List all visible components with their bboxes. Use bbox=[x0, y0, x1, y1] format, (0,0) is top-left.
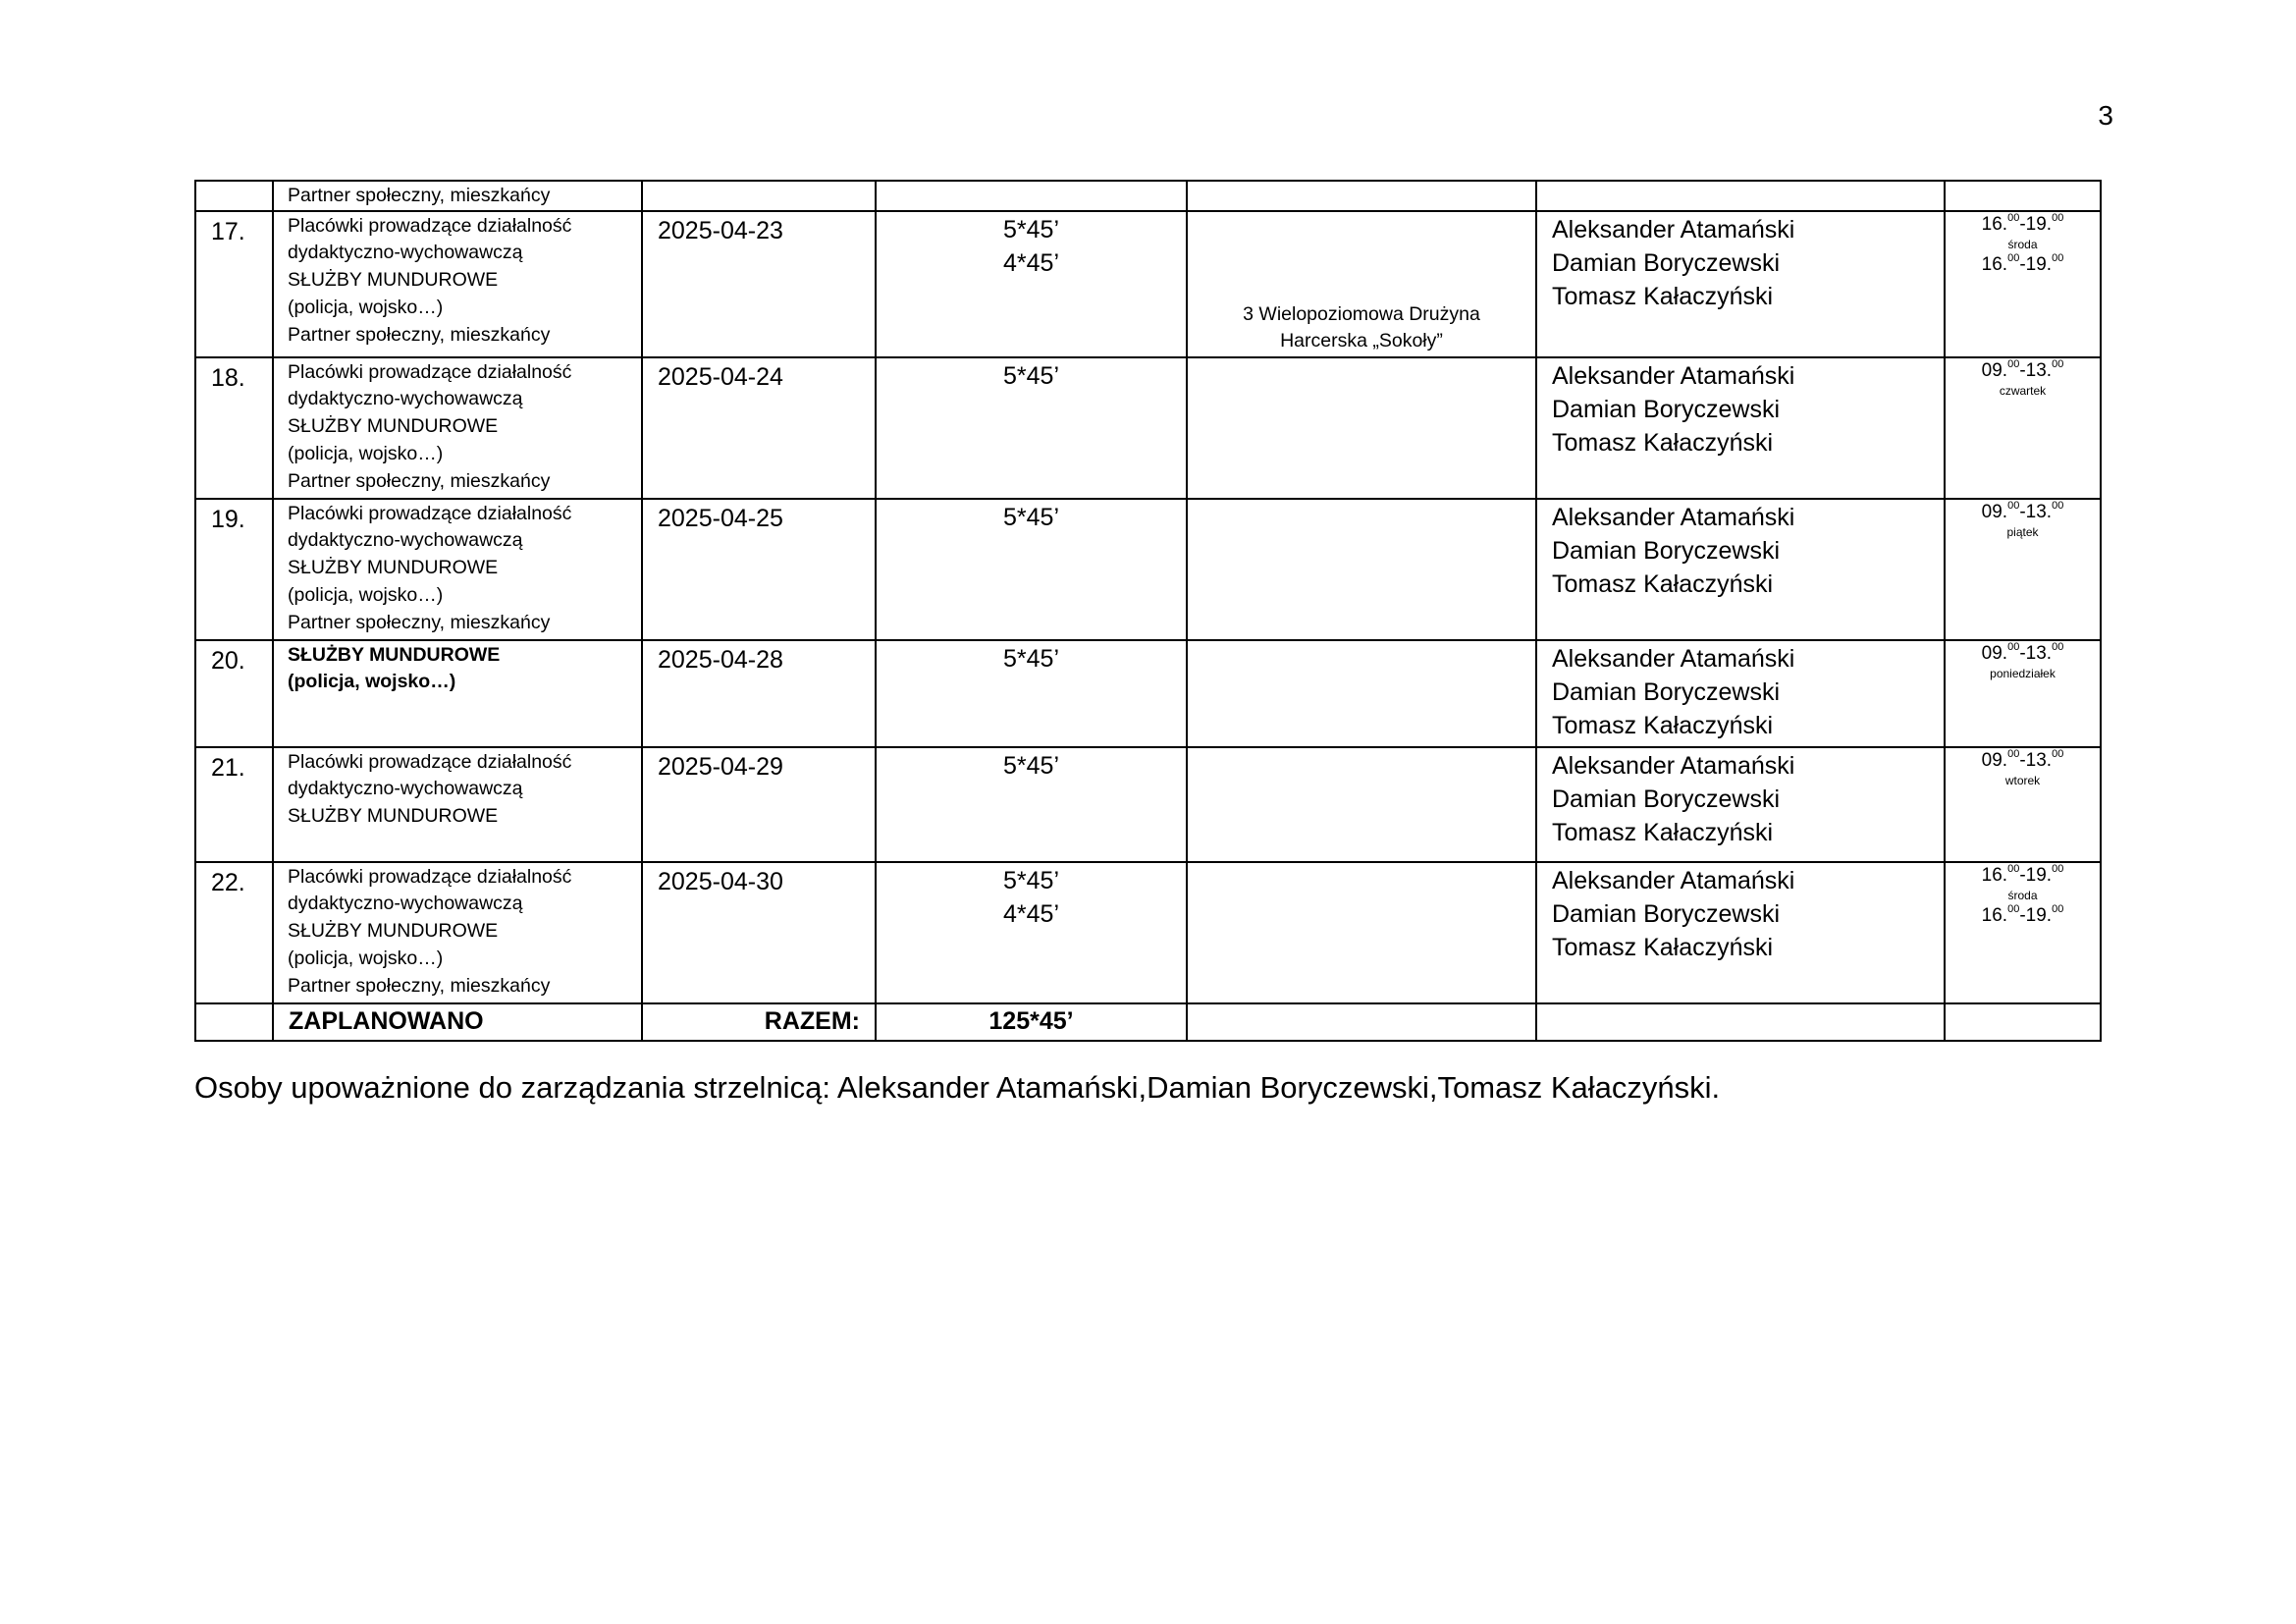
category-line: SŁUŻBY MUNDUROWE bbox=[288, 415, 499, 438]
cell-people bbox=[1536, 357, 1945, 499]
cell-date: 2025-04-29 bbox=[642, 747, 876, 862]
cell-people bbox=[1536, 862, 1945, 1003]
table-row bbox=[195, 499, 2101, 640]
category-line: Placówki prowadzące działalność bbox=[288, 750, 572, 773]
cell-organizer bbox=[1187, 499, 1536, 640]
category-line: Partner społeczny, mieszkańcy bbox=[288, 611, 551, 633]
row-number: 18. bbox=[195, 357, 273, 499]
category-line: dydaktyczno-wychowawczą bbox=[288, 778, 523, 800]
cell-category bbox=[273, 211, 642, 357]
category-line: Partner społeczny, mieszkańcy bbox=[288, 974, 551, 997]
category-line: Placówki prowadzące działalność bbox=[288, 214, 572, 237]
person-name: Aleksander Atamański bbox=[1552, 751, 1795, 780]
time-separator: - bbox=[2019, 359, 2026, 381]
cell-category bbox=[273, 499, 642, 640]
time-end-minutes: 00 bbox=[2052, 251, 2064, 264]
time-end-hour: 19. bbox=[2025, 904, 2053, 926]
table-row bbox=[195, 747, 2101, 862]
time-separator: - bbox=[2019, 904, 2026, 926]
category-line: dydaktyczno-wychowawczą bbox=[288, 529, 523, 552]
hours-value: 4*45’ bbox=[1003, 899, 1059, 928]
cell-category bbox=[273, 862, 642, 1003]
cell-hours bbox=[876, 640, 1187, 747]
time-start-minutes: 00 bbox=[2007, 862, 2020, 875]
cell-time bbox=[1945, 640, 2101, 747]
cell-category bbox=[273, 747, 642, 862]
table-row bbox=[195, 862, 2101, 1003]
time-start-hour: 16. bbox=[1981, 213, 2008, 235]
time-end-hour: 13. bbox=[2025, 749, 2053, 771]
person-name: Damian Boryczewski bbox=[1552, 785, 1781, 813]
cell-date: 2025-04-24 bbox=[642, 357, 876, 499]
cell-organizer bbox=[1187, 640, 1536, 747]
time-start-minutes: 00 bbox=[2007, 211, 2020, 224]
cell-organizer bbox=[1187, 1003, 1536, 1041]
cell-hours bbox=[876, 357, 1187, 499]
time-end-minutes: 00 bbox=[2052, 357, 2064, 370]
person-name: Damian Boryczewski bbox=[1552, 678, 1781, 706]
weekday-label: czwartek bbox=[1999, 383, 2047, 398]
time-end-minutes: 00 bbox=[2052, 499, 2064, 512]
time-end-hour: 13. bbox=[2025, 359, 2053, 381]
category-line: (policja, wojsko…) bbox=[288, 583, 444, 606]
table-row bbox=[195, 357, 2101, 499]
cell-people bbox=[1536, 747, 1945, 862]
category-line: Placówki prowadzące działalność bbox=[288, 360, 572, 383]
category-line: Partner społeczny, mieszkańcy bbox=[288, 469, 551, 492]
cell-time bbox=[1945, 211, 2101, 357]
person-name: Damian Boryczewski bbox=[1552, 537, 1781, 565]
cell-hours bbox=[876, 862, 1187, 1003]
cell-date bbox=[642, 181, 876, 211]
person-name: Tomasz Kałaczyński bbox=[1552, 934, 1774, 962]
cell-category bbox=[273, 357, 642, 499]
time-end-hour: 13. bbox=[2025, 501, 2053, 522]
category-line: (policja, wojsko…) bbox=[288, 442, 444, 464]
category-line: dydaktyczno-wychowawczą bbox=[288, 242, 523, 264]
total-razem-label: RAZEM: bbox=[642, 1003, 876, 1041]
cell-time bbox=[1945, 747, 2101, 862]
time-range bbox=[1946, 501, 2100, 524]
time-range bbox=[1946, 253, 2100, 277]
category-line: Placówki prowadzące działalność bbox=[288, 865, 572, 888]
organizer-line: Harcerska „Sokoły” bbox=[1280, 330, 1443, 352]
time-separator: - bbox=[2019, 253, 2026, 275]
time-range bbox=[1946, 642, 2100, 666]
category-line: (policja, wojsko…) bbox=[288, 947, 444, 969]
continuation-row bbox=[195, 181, 2101, 211]
category-line: Placówki prowadzące działalność bbox=[288, 502, 572, 524]
time-end-minutes: 00 bbox=[2052, 902, 2064, 915]
time-start-hour: 09. bbox=[1981, 359, 2008, 381]
cell-people bbox=[1536, 211, 1945, 357]
person-name: Tomasz Kałaczyński bbox=[1552, 712, 1774, 740]
person-name: Aleksander Atamański bbox=[1552, 361, 1795, 390]
time-start-minutes: 00 bbox=[2007, 357, 2020, 370]
organizer-line: 3 Wielopoziomowa Drużyna bbox=[1243, 302, 1480, 325]
cell-people bbox=[1536, 499, 1945, 640]
schedule-body bbox=[195, 181, 2101, 1003]
total-label: ZAPLANOWANO bbox=[273, 1003, 642, 1041]
hours-value: 5*45’ bbox=[1003, 361, 1059, 390]
time-start-minutes: 00 bbox=[2007, 902, 2020, 915]
person-name: Damian Boryczewski bbox=[1552, 900, 1781, 928]
category-line: SŁUŻBY MUNDUROWE bbox=[288, 643, 501, 666]
cell-people bbox=[1536, 640, 1945, 747]
time-range bbox=[1946, 749, 2100, 773]
category-line: Partner społeczny, mieszkańcy bbox=[288, 323, 551, 346]
time-end-hour: 19. bbox=[2025, 864, 2053, 886]
weekday-label: wtorek bbox=[2004, 773, 2041, 787]
cell-time bbox=[1945, 499, 2101, 640]
cell-date: 2025-04-25 bbox=[642, 499, 876, 640]
time-range bbox=[1946, 359, 2100, 383]
time-range bbox=[1946, 864, 2100, 888]
row-number: 22. bbox=[195, 862, 273, 1003]
time-separator: - bbox=[2019, 864, 2026, 886]
person-name: Aleksander Atamański bbox=[1552, 866, 1795, 894]
person-name: Tomasz Kałaczyński bbox=[1552, 283, 1774, 311]
time-start-hour: 16. bbox=[1981, 253, 2008, 275]
person-name: Damian Boryczewski bbox=[1552, 396, 1781, 423]
hours-value: 5*45’ bbox=[1003, 503, 1059, 531]
time-end-hour: 13. bbox=[2025, 642, 2053, 664]
person-name: Tomasz Kałaczyński bbox=[1552, 429, 1774, 458]
cell-hours bbox=[876, 499, 1187, 640]
time-start-minutes: 00 bbox=[2007, 640, 2020, 653]
person-name: Tomasz Kałaczyński bbox=[1552, 570, 1774, 599]
row-number: 21. bbox=[195, 747, 273, 862]
time-end-minutes: 00 bbox=[2052, 747, 2064, 760]
hours-value: 5*45’ bbox=[1003, 644, 1059, 673]
cell-hours bbox=[876, 181, 1187, 211]
cell-num bbox=[195, 1003, 273, 1041]
row-number: 19. bbox=[195, 499, 273, 640]
time-start-minutes: 00 bbox=[2007, 499, 2020, 512]
total-section bbox=[195, 1003, 2101, 1041]
person-name: Aleksander Atamański bbox=[1552, 503, 1795, 531]
cell-num bbox=[195, 181, 273, 211]
category-line: (policja, wojsko…) bbox=[288, 296, 444, 318]
authorized-persons-note: Osoby upoważnione do zarządzania strzelnicą: Aleksander Atamański,Damian Boryczewski,Tomasz Kałaczyński. bbox=[194, 1070, 1721, 1105]
schedule-table bbox=[194, 180, 2102, 1042]
weekday-label: środa bbox=[2007, 888, 2038, 902]
hours-value: 5*45’ bbox=[1003, 751, 1059, 780]
time-end-hour: 19. bbox=[2025, 213, 2053, 235]
weekday-label: piątek bbox=[2006, 524, 2039, 539]
cell-category bbox=[273, 640, 642, 747]
hours-value: 4*45’ bbox=[1003, 248, 1059, 277]
category-line: Partner społeczny, mieszkańcy bbox=[288, 185, 551, 206]
cell-organizer bbox=[1187, 357, 1536, 499]
cell-time bbox=[1945, 357, 2101, 499]
category-line: SŁUŻBY MUNDUROWE bbox=[288, 557, 499, 579]
category-line: dydaktyczno-wychowawczą bbox=[288, 388, 523, 410]
cell-people bbox=[1536, 181, 1945, 211]
cell-category bbox=[273, 181, 642, 211]
person-name: Aleksander Atamański bbox=[1552, 644, 1795, 673]
row-number: 17. bbox=[195, 211, 273, 357]
cell-hours bbox=[876, 211, 1187, 357]
time-start-minutes: 00 bbox=[2007, 747, 2020, 760]
time-start-hour: 09. bbox=[1981, 501, 2008, 522]
time-start-hour: 16. bbox=[1981, 864, 2008, 886]
cell-organizer bbox=[1187, 181, 1536, 211]
category-line: SŁUŻBY MUNDUROWE bbox=[288, 805, 499, 828]
time-separator: - bbox=[2019, 501, 2026, 522]
time-end-minutes: 00 bbox=[2052, 862, 2064, 875]
time-separator: - bbox=[2019, 642, 2026, 664]
time-separator: - bbox=[2019, 749, 2026, 771]
table-row bbox=[195, 211, 2101, 357]
time-end-minutes: 00 bbox=[2052, 640, 2064, 653]
time-start-hour: 16. bbox=[1981, 904, 2008, 926]
weekday-label: środa bbox=[2007, 237, 2038, 251]
table-row bbox=[195, 640, 2101, 747]
cell-organizer bbox=[1187, 747, 1536, 862]
total-value: 125*45’ bbox=[876, 1003, 1187, 1041]
category-line: SŁUŻBY MUNDUROWE bbox=[288, 269, 499, 292]
page-number: 3 bbox=[2098, 100, 2113, 131]
cell-people bbox=[1536, 1003, 1945, 1041]
time-start-minutes: 00 bbox=[2007, 251, 2020, 264]
category-line: (policja, wojsko…) bbox=[288, 671, 456, 693]
person-name: Aleksander Atamański bbox=[1552, 215, 1795, 244]
cell-organizer bbox=[1187, 862, 1536, 1003]
row-number: 20. bbox=[195, 640, 273, 747]
time-range bbox=[1946, 213, 2100, 237]
total-row bbox=[195, 1003, 2101, 1041]
cell-time bbox=[1945, 1003, 2101, 1041]
person-name: Tomasz Kałaczyński bbox=[1552, 819, 1774, 847]
time-start-hour: 09. bbox=[1981, 749, 2008, 771]
hours-value: 5*45’ bbox=[1003, 866, 1059, 894]
cell-time bbox=[1945, 181, 2101, 211]
cell-organizer bbox=[1187, 211, 1536, 357]
weekday-label: poniedziałek bbox=[1990, 666, 2056, 680]
cell-time bbox=[1945, 862, 2101, 1003]
time-range bbox=[1946, 904, 2100, 928]
hours-value: 5*45’ bbox=[1003, 215, 1059, 244]
cell-date: 2025-04-28 bbox=[642, 640, 876, 747]
cell-date: 2025-04-30 bbox=[642, 862, 876, 1003]
cell-hours bbox=[876, 747, 1187, 862]
cell-date: 2025-04-23 bbox=[642, 211, 876, 357]
person-name: Damian Boryczewski bbox=[1552, 249, 1781, 277]
time-end-minutes: 00 bbox=[2052, 211, 2064, 224]
time-end-hour: 19. bbox=[2025, 253, 2053, 275]
time-start-hour: 09. bbox=[1981, 642, 2008, 664]
time-separator: - bbox=[2019, 213, 2026, 235]
category-line: SŁUŻBY MUNDUROWE bbox=[288, 920, 499, 943]
category-line: dydaktyczno-wychowawczą bbox=[288, 893, 523, 915]
